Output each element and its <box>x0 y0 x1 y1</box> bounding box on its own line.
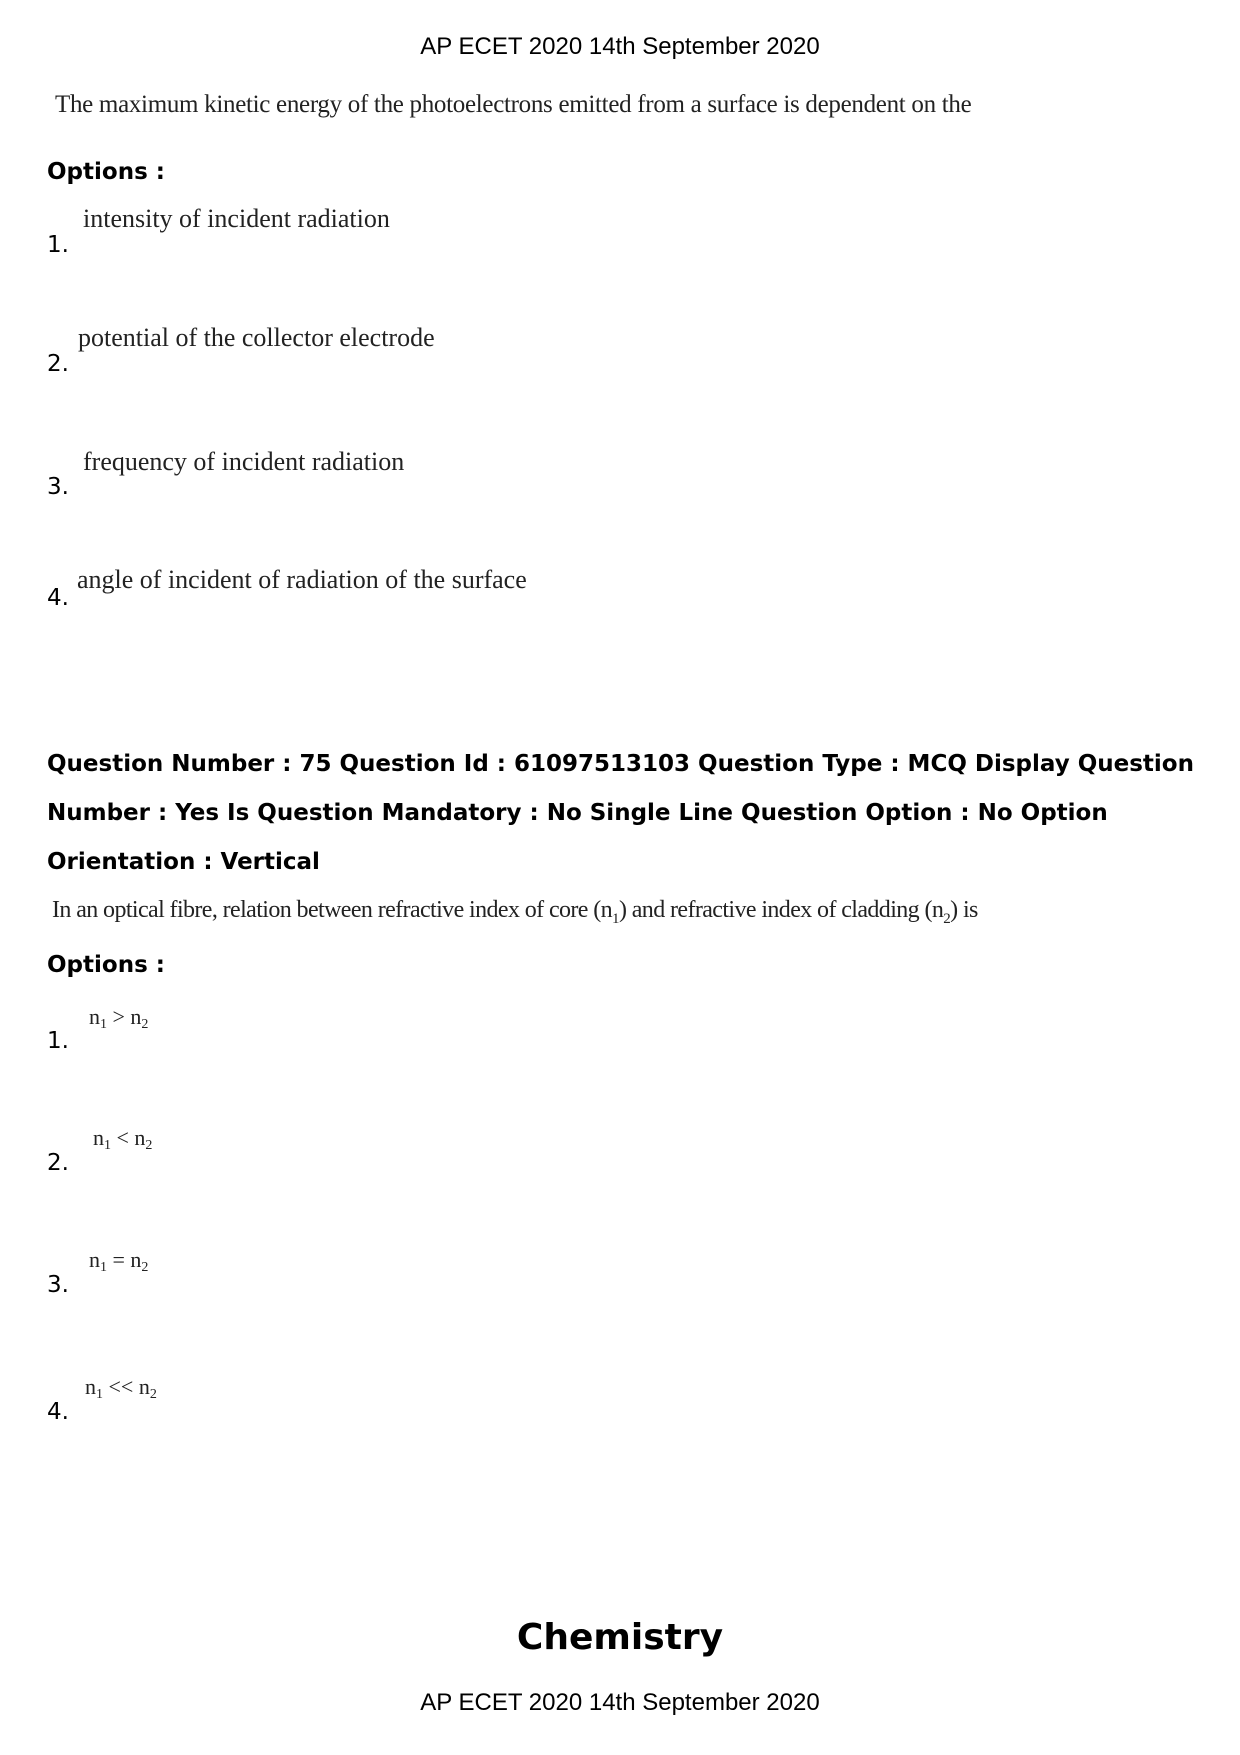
page-header: AP ECET 2020 14th September 2020 <box>420 33 820 60</box>
option-number: 1. <box>47 232 69 258</box>
options-label: Options : <box>47 952 165 978</box>
option-text: frequency of incident radiation <box>83 447 405 476</box>
question-meta: Question Number : 75 Question Id : 61097513103 Question Type : MCQ Display Question Number : Yes Is Question Mandatory : No Single Line Question Option : No Option Orientation : Vertical <box>47 751 1194 875</box>
page-footer: AP ECET 2020 14th September 2020 <box>420 1689 820 1716</box>
option-number: 2. <box>47 351 69 377</box>
option-number: 3. <box>47 1272 69 1298</box>
question-text: The maximum kinetic energy of the photoelectrons emitted from a surface is dependent on the <box>55 91 972 118</box>
option-number: 4. <box>47 585 69 611</box>
option-formula: $n_1 > n_2$ <box>89 1004 149 1032</box>
option-formula: $n_1 = n_2$ <box>89 1247 149 1275</box>
option-formula: $n_1 << n_2$ <box>85 1374 157 1402</box>
option-text: intensity of incident radiation <box>83 204 390 233</box>
option-number: 4. <box>47 1399 69 1425</box>
option-formula: $n_1 < n_2$ <box>93 1125 153 1153</box>
option-number: 3. <box>47 474 69 500</box>
option-number: 1. <box>47 1028 69 1054</box>
option-text: angle of incident of radiation of the surface <box>77 565 527 594</box>
option-text: potential of the collector electrode <box>78 323 435 352</box>
options-label: Options : <box>47 159 165 185</box>
section-title: Chemistry <box>516 1617 724 1658</box>
question-text: In an optical fibre, relation between refractive index of core $(n_1)$ and refractive index of cladding $(n_2)$ is <box>52 897 978 927</box>
option-number: 2. <box>47 1150 69 1176</box>
